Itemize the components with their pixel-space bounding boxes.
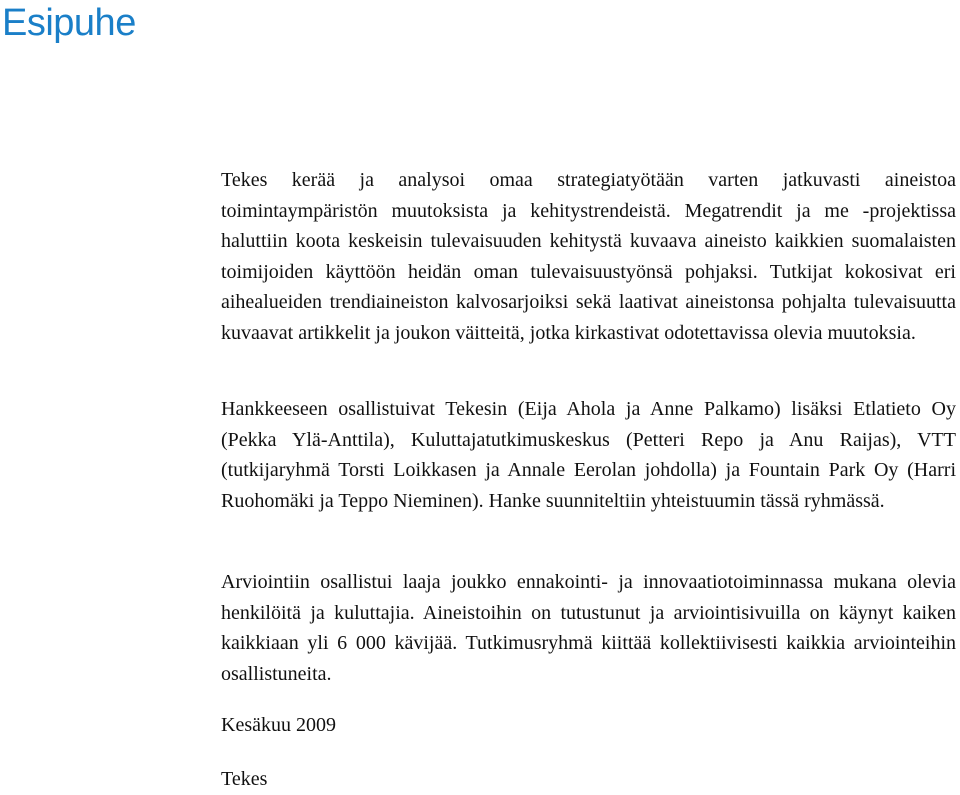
page-title: Esipuhe bbox=[2, 2, 136, 44]
signature: Tekes bbox=[221, 768, 268, 790]
paragraph-evaluation: Arviointiin osallistui laaja joukko ennakointi- ja innovaatiotoiminnassa mukana olevia henkilöitä ja kuluttajia. Aineistoihin on tutustunut ja arviointisivuilla on käynyt kaiken kaikkiaan yli 6 000 kävijää. Tutkimusryhmä kiittää kollektiivisesti kaikkia arviointeihin osallistuneita. bbox=[221, 571, 956, 685]
paragraph-participants: Hankkeeseen osallistuivat Tekesin (Eija Ahola ja Anne Palkamo) lisäksi Etlatieto Oy (Pekka Ylä-Anttila), Kuluttajatutkimuskeskus (Petteri Repo ja Anu Raijas), VTT (tutkijaryhmä Torsti Loikkasen ja Annale Eerolan johdolla) ja Fountain Park Oy (Harri Ruohomäki ja Teppo Nieminen). Hanke suunniteltiin yhteistuumin tässä ryhmässä. bbox=[221, 398, 956, 512]
paragraph-strategy: Tekes kerää ja analysoi omaa strategiatyötään varten jatkuvasti aineistoa toimintaympäristön muutoksista ja kehitystrendeistä. Megatrendit ja me -projektissa haluttiin koota keskeisin tulevaisuuden kehitystä kuvaava aineisto kaikkien suomalaisten toimijoiden käyttöön heidän oman tulevaisuustyönsä pohjaksi. Tutkijat kokosivat eri aihealueiden trendiaineiston kalvosarjoiksi sekä laativat aineistonsa pohjalta tulevaisuutta kuvaavat artikkelit ja joukon väitteitä, jotka kirkastivat odotettavissa olevia muutoksia. bbox=[221, 169, 956, 344]
date-line: Kesäkuu 2009 bbox=[221, 714, 336, 736]
